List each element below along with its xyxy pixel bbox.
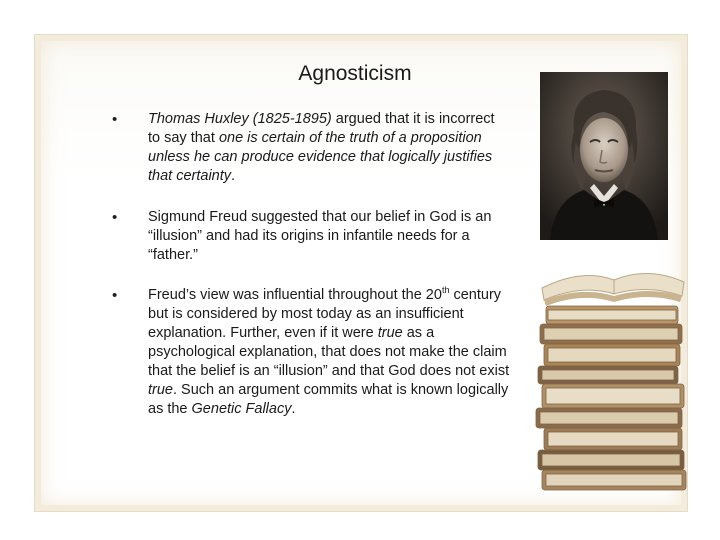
huxley-name: Thomas Huxley (1825-1895) [148, 111, 332, 127]
bullet-item-genetic-fallacy [112, 286, 522, 419]
bullet-item-huxley [112, 110, 522, 186]
huxley-quote: one is certain of the truth of a proposition unless he can produce evidence that logically justifies that certainty [148, 130, 493, 184]
bullet-text: Freud’s view was influential throughout the 20th century but is considered by most today as an insufficient explanation. Further, even if it were true as a psychological explanation, that does not make the claim that the belief is an “illusion” and that God does not exist true. Such an argument commits what is known logically as the Genetic Fallacy. [148, 285, 510, 417]
bullet-marker: • [112, 287, 118, 304]
bullet-text: Sigmund Freud suggested that our belief in God is an “illusion” and had its origins in infantile needs for a “father.” [148, 209, 492, 263]
genetic-fallacy-term: Genetic Fallacy [191, 401, 292, 417]
book-stack-image [532, 262, 692, 492]
slide-title: Agnosticism [298, 62, 412, 85]
bullet-marker: • [112, 209, 118, 226]
bullet-marker: • [112, 111, 118, 128]
huxley-portrait-image [540, 72, 668, 240]
bullet-item-freud [112, 208, 522, 265]
bullet-text: Thomas Huxley (1825-1895) argued that it is incorrect to say that one is certain of the truth of a proposition unless he can produce evidence that logically justifies that certainty. [148, 111, 495, 184]
